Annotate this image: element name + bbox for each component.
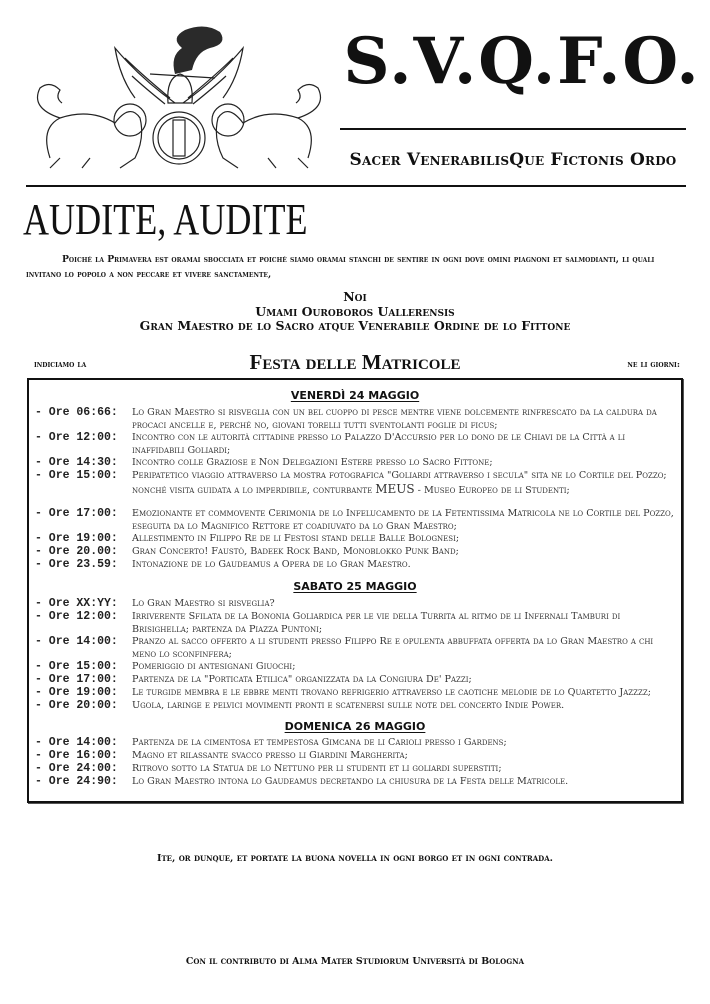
intro-paragraph: Poiché la Primavera est oramai sbocciata et poiché siamo oramai stanchi de sentire in ogni dove omini piagnoni et salmodianti, li quali invitano lo popolo a non peccare et vivere sanctamente,	[26, 254, 655, 280]
credit-line: Con il contributo di Alma Mater Studiorum Università di Bologna	[185, 956, 525, 967]
event-description: Lo Gran Maestro si risveglia?	[132, 598, 275, 609]
event-time: - Ore 20.00:	[35, 545, 118, 558]
event-description: Emozionante et commovente Cerimonia de lo Infelucamento de la Fetentissima Matricola ne lo Cortile del Pozzo, eseguita da lo Magnifico Rettore et coadiuvato da lo Gran Maestro;	[132, 508, 674, 532]
event-time: - Ore 19:00:	[35, 532, 118, 545]
day-heading	[29, 580, 681, 593]
event-time: - Ore XX:YY:	[35, 597, 118, 610]
event-time: - Ore 16:00:	[35, 749, 118, 762]
event-time: - Ore 24:90:	[35, 775, 118, 788]
event-time: - Ore 14:00:	[35, 736, 118, 749]
declaration-line-name: Umami Ouroboros Uallerensis	[255, 303, 455, 319]
event-description: Pomeriggio di antesignani Giuochi;	[132, 661, 296, 672]
plume-icon	[174, 26, 223, 74]
event-description-part: - Museo Europeo de li Studenti;	[414, 484, 570, 496]
day-heading-label: DOMENICA 26 MAGGIO	[284, 720, 426, 733]
event-description: Ritrovo sotto la Statua de lo Nettuno per li studenti et li goliardi superstiti;	[132, 763, 502, 774]
event-description: Irriverente Sfilata de la Bononia Goliardica per le vie della Turrita al ritmo de li Infernali Tamburi di Brisighella; partenza da Piazza Puntoni;	[132, 611, 621, 635]
event-description: Incontro con le autorità cittadine presso lo Palazzo D'Accursio per lo dono de le Chiavi de la Città a li inaffidabili Goliardi;	[132, 432, 626, 456]
event-description: Pranzo al sacco offerto a li studenti presso Filippo Re e opulenta abbuffata offerta da lo Gran Maestro a chi meno lo sconfinfera;	[132, 636, 654, 660]
page-headline: AUDITE, AUDITE	[23, 195, 308, 244]
event-description: Partenza de la cimentosa et tempestosa Gimcana de li Carioli presso i Gardens;	[132, 737, 507, 748]
event-time: - Ore 20:00:	[35, 699, 118, 712]
event-time: - Ore 14:30:	[35, 456, 118, 469]
day-heading-label: VENERDÌ 24 MAGGIO	[290, 389, 420, 402]
event-description: Lo Gran Maestro intona lo Gaudeamus decretando la chiusura de la Festa delle Matricole.	[132, 776, 569, 787]
event-description: Magno et rilassante svacco presso li Giardini Margherita;	[132, 750, 408, 761]
right-lion-icon	[216, 112, 311, 168]
brand-subtitle: Sacer VenerabilisQue Fictonis Ordo	[349, 150, 677, 170]
closing-line: Ite, or dunque, et portate la buona novella in ogni borgo et in ogni contrada.	[156, 853, 554, 864]
event-time: - Ore 17:00:	[35, 673, 118, 686]
event-time: - Ore 17:00:	[35, 507, 118, 520]
event-description: Ugola, laringe e pelvici movimenti pronti e scatenersi sulle note del concerto Indie Power.	[132, 700, 565, 711]
brand-title: S.V.Q.F.O.	[343, 24, 701, 99]
event-description: Lo Gran Maestro si risveglia con un bel cuoppo di pesce mentre viene dolcemente rinfrescato da la caldura da procaci ancelle e, perché no, giovani torelli tutti sventolanti foglie di ficus;	[132, 407, 657, 431]
event-description: Intonazione de lo Gaudeamus a Opera de lo Gran Maestro.	[132, 559, 411, 570]
event-description: Allestimento in Filippo Re de li Festosi stand delle Balle Bolognesi;	[132, 533, 460, 544]
event-description: Incontro colle Graziose e Non Delegazioni Estere presso lo Sacro Fittone;	[132, 457, 493, 468]
event-description	[132, 470, 677, 497]
event-description: Partenza de la "Porticata Etilica" organizzata da la Congiura De' Pazzi;	[132, 674, 472, 685]
coat-of-arms-icon	[20, 8, 338, 178]
event-time: - Ore 23.59:	[35, 558, 118, 571]
event-description: Le turgide membra e le ebbre menti trovano refrigerio attraverso le caotiche melodie de lo Quartetto Jazzzz;	[132, 687, 651, 698]
event-title: Festa delle Matricole	[249, 350, 461, 374]
event-time: - Ore 19:00:	[35, 686, 118, 699]
event-time: - Ore 06:66:	[35, 406, 118, 419]
day-heading	[29, 389, 681, 402]
day-heading	[29, 720, 681, 733]
left-wing-icon	[115, 48, 175, 104]
brand-divider	[340, 128, 686, 130]
event-time: - Ore 14:00:	[35, 635, 118, 648]
left-lion-icon	[47, 112, 142, 168]
declaration-block	[0, 290, 710, 334]
program-box	[27, 378, 683, 803]
event-time: - Ore 15:00:	[35, 660, 118, 673]
declaration-line-title: Gran Maestro de lo Sacro atque Venerabile Ordine de lo Fittone	[139, 318, 571, 333]
event-description: Gran Concerto! Faustò, Badeek Rock Band, Monoblokko Punk Band;	[132, 546, 459, 557]
header-divider	[26, 185, 686, 187]
meus-acronym: MEUS	[375, 481, 415, 496]
day-heading-label: SABATO 25 MAGGIO	[293, 580, 417, 593]
event-time: - Ore 12:00:	[35, 431, 118, 444]
event-description-part: Peripatetico viaggio attraverso la mostra fotografica "Goliardi attraverso i secula" sita ne lo Cortile del Pozzo; nonché visita guidata a lo imperdibile, conturbante	[132, 470, 667, 496]
event-time: - Ore 12:00:	[35, 610, 118, 623]
announcement-left: indiciamo la	[34, 360, 87, 370]
declaration-line-noi: Noi	[343, 289, 367, 304]
event-time: - Ore 24:00:	[35, 762, 118, 775]
event-time: - Ore 15:00:	[35, 469, 118, 482]
announcement-right: ne li giorni:	[627, 360, 680, 370]
